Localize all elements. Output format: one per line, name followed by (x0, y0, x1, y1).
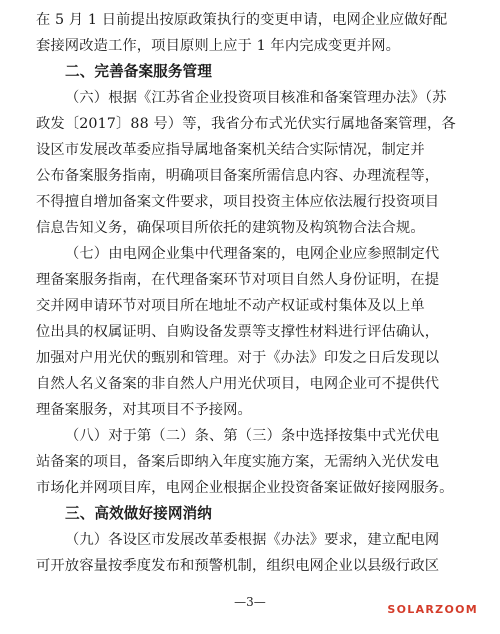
page-number: —3— (234, 595, 266, 609)
body-text-line: 设区市发展改革委应指导属地备案机关结合实际情况，制定并 (36, 142, 425, 158)
body-text-line: 信息告知义务，确保项目所依托的建筑物及构筑物合法合规。 (36, 220, 425, 236)
body-text-line: 理备案服务指南，在代理备案环节对项目自然人身份证明，在提 (36, 272, 440, 288)
body-text-line: 交并网申请环节对项目所在地址不动产权证或村集体及以上单 (36, 298, 425, 314)
section-heading: 二、完善备案服务管理 (65, 63, 212, 80)
document-body (36, 7, 464, 579)
body-text-line: 站备案的项目，备案后即纳入年度实施方案，无需纳入光伏发电 (36, 454, 440, 470)
watermark-logo: SOLARZOOM (387, 603, 478, 616)
paragraph-start-line: （八）对于第（二）条、第（三）条中选择按集中式光伏电 (65, 428, 440, 444)
body-text-line: 在 5 月 1 日前提出按原政策执行的变更申请，电网企业应做好配 (36, 12, 448, 28)
body-text-line: 理备案服务，对其项目不予接网。 (36, 402, 252, 418)
body-text-line: 套接网改造工作，项目原则上应于 1 年内完成变更并网。 (36, 38, 401, 54)
paragraph-start-line: （六）根据《江苏省企业投资项目核准和备案管理办法》（苏 (65, 90, 447, 106)
body-text-line: 政发〔2017〕88 号）等，我省分布式光伏实行属地备案管理，各 (36, 116, 456, 132)
section-heading: 三、高效做好接网消纳 (65, 505, 212, 522)
body-text-line: 可开放容量按季度发布和预警机制，组织电网企业以县级行政区 (36, 558, 440, 574)
body-text-line: 市场化并网项目库，电网企业根据企业投资备案证做好接网服务。 (36, 480, 454, 496)
body-text-line: 自然人名义备案的非自然人户用光伏项目，电网企业可不提供代 (36, 376, 440, 392)
body-text-line: 加强对户用光伏的甄别和管理。对于《办法》印发之日后发现以 (36, 350, 440, 366)
paragraph-start-line: （九）各设区市发展改革委根据《办法》要求，建立配电网 (65, 532, 440, 548)
body-text-line: 公布备案服务指南，明确项目备案所需信息内容、办理流程等， (36, 168, 440, 184)
body-text-line: 位出具的权属证明、自购设备发票等支撑性材料进行评估确认， (36, 324, 440, 340)
body-text-line: 不得擅自增加备案文件要求，项目投资主体应依法履行投资项目 (36, 194, 440, 210)
paragraph-start-line: （七）由电网企业集中代理备案的，电网企业应参照制定代 (65, 246, 440, 262)
